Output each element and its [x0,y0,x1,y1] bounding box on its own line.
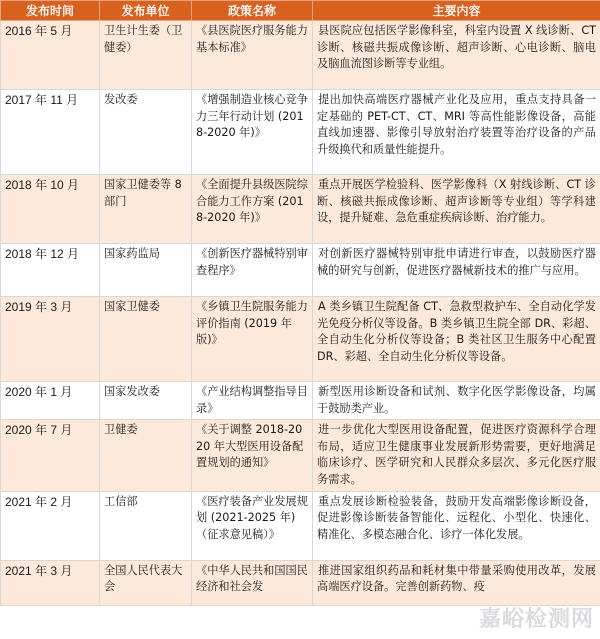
cell-policy: 《县医院医疗服务能力基本标准》 [192,21,313,90]
header-policy: 政策名称 [192,1,313,21]
cell-content: 新型医用诊断设备和试剂、数字化医学影像设备，均属于鼓励类产业。 [313,382,600,420]
table-row [1,175,600,244]
cell-policy: 《乡镇卫生院服务能力评价指南 (2019 年版)》 [192,297,313,382]
cell-content: 重点开展医学检验科、医学影像科（X 射线诊断、CT 诊断、核磁共振成像诊断、超声诊断等专业组）等学科建设，提升疑难、急危重症疾病诊断、治疗能力。 [313,175,600,244]
table-row [1,382,600,420]
cell-date: 2020 年 7 月 [1,420,100,491]
cell-content: 提出加快高端医疗器械产业化及应用，重点支持具备一定基础的 PET-CT、CT、MRI 等高性能影像设备，高能直线加速器、影像引导放射治疗装置等治疗设备的产品升级换代和质量性能提升。 [313,90,600,175]
table-header-row [1,1,600,21]
cell-unit: 卫健委 [100,420,192,491]
cell-date: 2017 年 11 月 [1,90,100,175]
cell-date: 2019 年 3 月 [1,297,100,382]
cell-date: 2016 年 5 月 [1,21,100,90]
cell-content: 县医院应包括医学影像科室，科室内设置 X 线诊断、CT 诊断、核磁共振成像诊断、超声诊断、心电诊断、脑电及脑血流图诊断等专业组。 [313,21,600,90]
cell-date: 2018 年 10 月 [1,175,100,244]
cell-unit: 国家卫健委等 8 部门 [100,175,192,244]
table-row [1,90,600,175]
table-row [1,420,600,491]
table-row [1,560,600,605]
cell-content: 重点发展诊断检验装备，鼓励开发高端影像诊断设备，促进影像诊断装备智能化、远程化、小型化、快速化、精准化、多模态融合化、诊疗一体化发展。 [313,491,600,560]
cell-policy: 《中华人民共和国国民经济和社会发 [192,560,313,605]
table-row [1,244,600,297]
cell-policy: 《全面提升县级医院综合能力工作方案 (2018-2020 年)》 [192,175,313,244]
table-row [1,297,600,382]
header-unit: 发布单位 [100,1,192,21]
header-content: 主要内容 [313,1,600,21]
cell-content: 对创新医疗器械特别审批申请进行审查，以鼓励医疗器械的研究与创新，促进医疗器械新技术的推广与应用。 [313,244,600,297]
table-row [1,491,600,560]
cell-policy: 《关于调整 2018-2020 年大型医用设备配置规划的通知》 [192,420,313,491]
cell-policy: 《增强制造业核心竞争力三年行动计划 (2018-2020 年)》 [192,90,313,175]
cell-date: 2021 年 2 月 [1,491,100,560]
cell-unit: 全国人民代表大会 [100,560,192,605]
cell-unit: 发改委 [100,90,192,175]
cell-unit: 国家卫健委 [100,297,192,382]
cell-unit: 工信部 [100,491,192,560]
cell-content: 进一步优化大型医用设备配置，促进医疗资源科学合理布局，适应卫生健康事业发展新形势需要，更好地满足临床诊疗、医学研究和人民群众多层次、多元化医疗服务需求。 [313,420,600,491]
header-date: 发布时间 [1,1,100,21]
cell-policy: 《产业结构调整指导目录》 [192,382,313,420]
cell-policy: 《医疗装备产业发展规划 (2021-2025 年)（征求意见稿）》 [192,491,313,560]
cell-date: 2020 年 1 月 [1,382,100,420]
cell-unit: 国家药监局 [100,244,192,297]
table-row [1,21,600,90]
cell-content: A 类乡镇卫生院配备 CT、急救型救护车、全自动化学发光免疫分析仪等设备。B 类乡镇卫生院全部 DR、彩超、全自动生化分析仪等设备；B 类社区卫生服务中心配置 DR、彩超、全自动生化分析仪等设备。 [313,297,600,382]
cell-unit: 卫生计生委（卫健委） [100,21,192,90]
cell-date: 2018 年 12 月 [1,244,100,297]
cell-policy: 《创新医疗器械特别审查程序》 [192,244,313,297]
cell-date: 2021 年 3 月 [1,560,100,605]
watermark: 嘉峪检测网 [478,607,594,632]
cell-unit: 国家发改委 [100,382,192,420]
cell-content: 推进国家组织药品和耗材集中带量采购使用改革，发展高端医疗设备。完善创新药物、疫 [313,560,600,605]
